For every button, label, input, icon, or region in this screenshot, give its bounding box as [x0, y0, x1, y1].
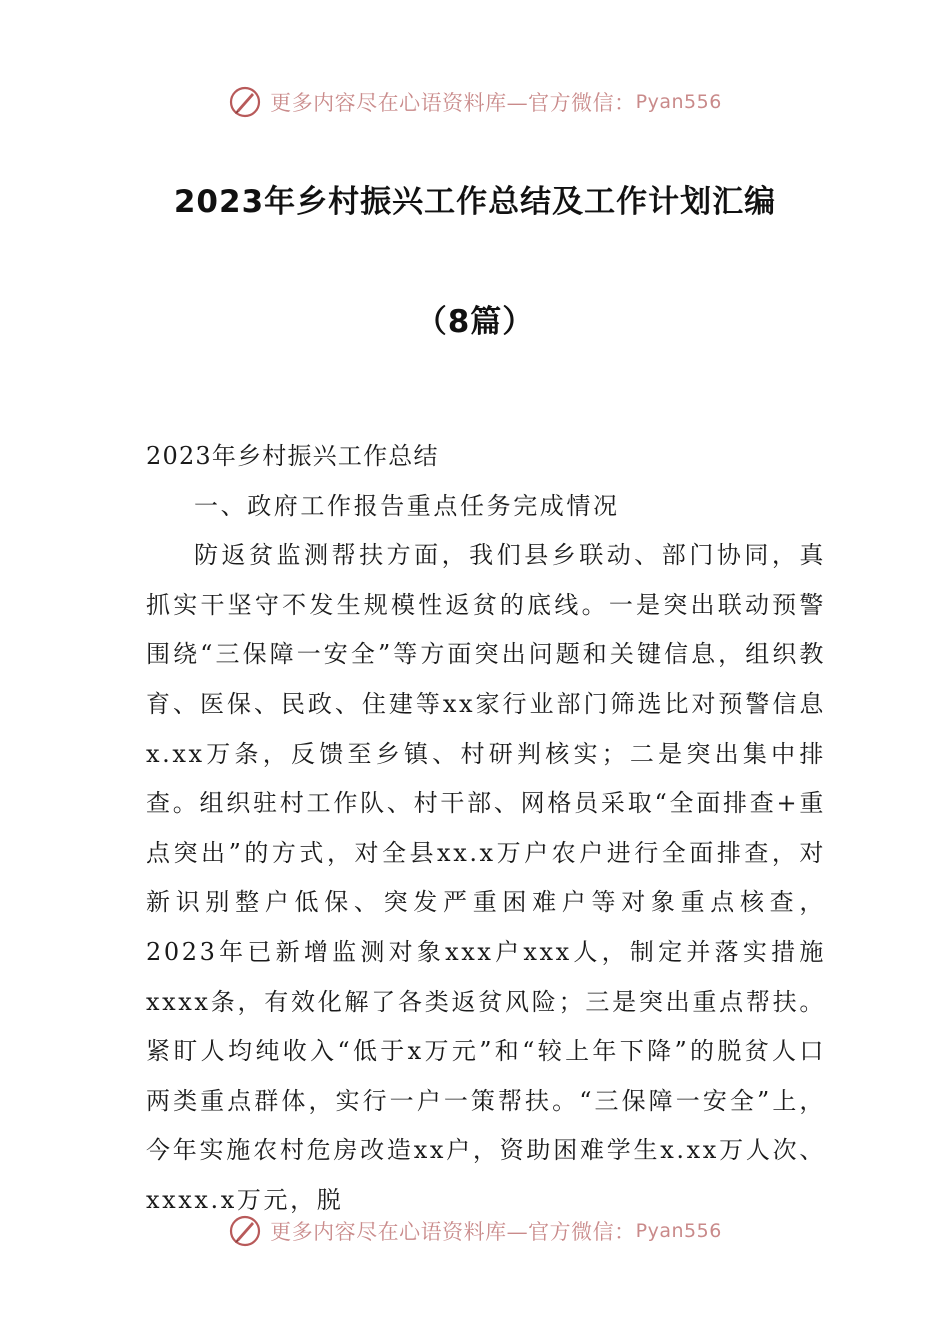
watermark-wechat-id: Pyan556	[635, 91, 722, 113]
document-title-count: （8篇）	[415, 304, 535, 340]
quill-logo-icon	[228, 1214, 262, 1248]
document-title: 2023年乡村振兴工作总结及工作计划汇编	[173, 184, 777, 220]
header-watermark	[0, 82, 950, 122]
watermark-text: 更多内容尽在心语资料库—官方微信：	[270, 1220, 636, 1244]
document-body	[146, 432, 826, 1226]
watermark-text: 更多内容尽在心语资料库—官方微信：	[270, 91, 636, 115]
footer-watermark	[0, 1211, 950, 1251]
watermark-wechat-id: Pyan556	[635, 1220, 722, 1242]
body-paragraph: 防返贫监测帮扶方面，我们县乡联动、部门协同，真抓实干坚守不发生规模性返贫的底线。一是突出联动预警围绕“三保障一安全”等方面突出问题和关键信息，组织教育、医保、民政、住建等xx家行业部门筛选比对预警信息x.xx万条，反馈至乡镇、村研判核实；二是突出集中排查。组织驻村工作队、村干部、网格员采取“全面排查+重点突出”的方式，对全县xx.x万户农户进行全面排查，对新识别整户低保、突发严重困难户等对象重点核查，2023年已新增监测对象xxx户xxx人，制定并落实措施xxxx条，有效化解了各类返贫风险；三是突出重点帮扶。紧盯人均纯收入“低于x万元”和“较上年下降”的脱贫人口两类重点群体，实行一户一策帮扶。“三保障一安全”上，今年实施农村危房改造xx户，资助困难学生x.xx万人次、xxxx.x万元，脱	[146, 541, 826, 1214]
sub-title: 2023年乡村振兴工作总结	[146, 442, 439, 470]
section-heading: 一、政府工作报告重点任务完成情况	[194, 491, 620, 520]
quill-logo-icon	[228, 85, 262, 119]
